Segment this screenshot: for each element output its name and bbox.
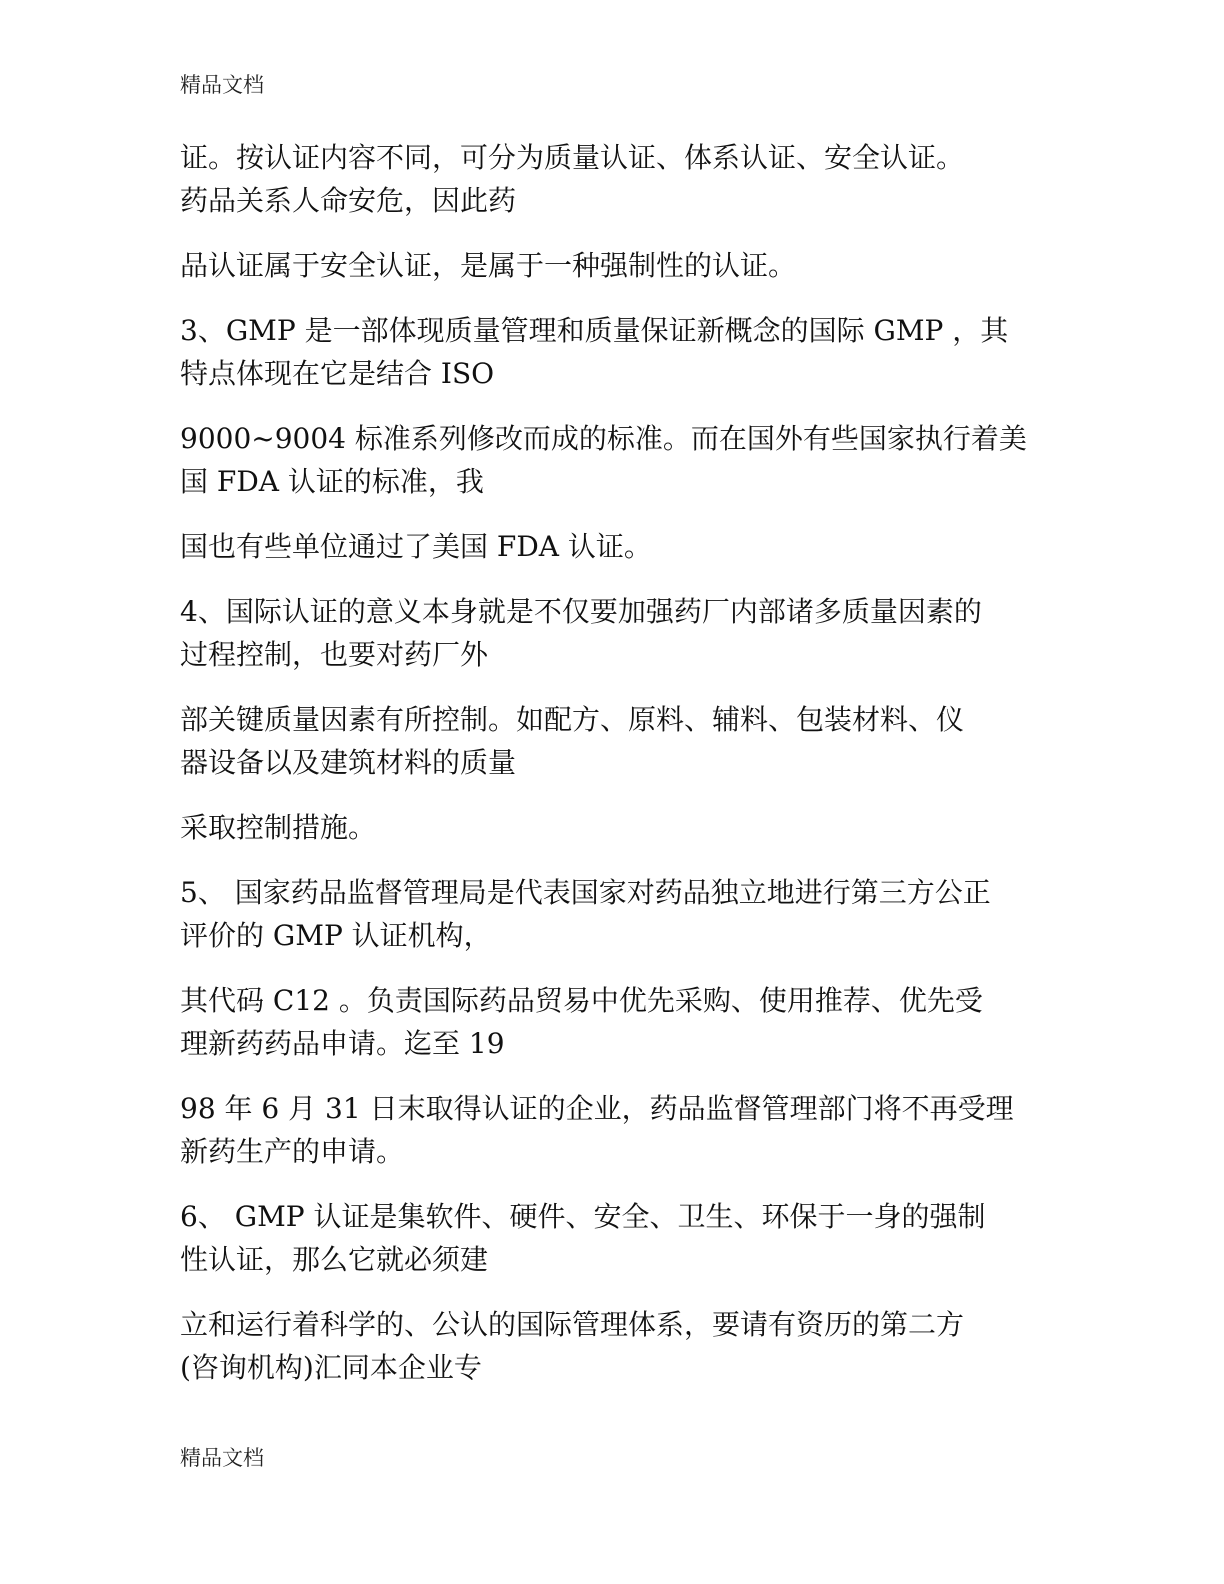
text-line: 3、GMP 是一部体现质量管理和质量保证新概念的国际 GMP ，其	[180, 314, 1009, 347]
paragraph	[180, 1195, 1040, 1281]
text-line: 9000~9004 标准系列修改而成的标准。而在国外有些国家执行着美	[180, 422, 1027, 455]
text-line: 其代码 C12 。负责国际药品贸易中优先采购、使用推荐、优先受	[180, 984, 983, 1017]
paragraph	[180, 698, 1040, 784]
text-line: 部关键质量因素有所控制。如配方、原料、辅料、包装材料、仪	[180, 703, 965, 736]
text-line: 6、 GMP 认证是集软件、硬件、安全、卫生、环保于一身的强制	[180, 1200, 986, 1233]
text-line: 98 年 6 月 31 日末取得认证的企业，药品监督管理部门将不再受理	[180, 1092, 1014, 1125]
paragraph	[180, 525, 1040, 568]
text-line: 采取控制措施。	[180, 811, 377, 844]
text-line: 评价的 GMP 认证机构，	[180, 919, 492, 952]
page-header: 精品文档	[180, 73, 264, 97]
paragraph	[180, 136, 1040, 222]
text-line: 性认证，那么它就必须建	[180, 1243, 489, 1276]
text-line: 药品关系人命安危，因此药	[180, 184, 517, 217]
paragraph	[180, 1087, 1040, 1173]
paragraph	[180, 1303, 1040, 1389]
text-line: (咨询机构)汇同本企业专	[180, 1351, 482, 1384]
text-line: 新药生产的申请。	[180, 1135, 405, 1168]
paragraph	[180, 309, 1040, 395]
paragraph	[180, 871, 1040, 957]
text-line: 国也有些单位通过了美国 FDA 认证。	[180, 530, 652, 563]
document-body	[180, 136, 1040, 1389]
paragraph	[180, 417, 1040, 503]
text-line: 5、 国家药品监督管理局是代表国家对药品独立地进行第三方公正	[180, 876, 991, 909]
paragraph	[180, 806, 1040, 849]
text-line: 器设备以及建筑材料的质量	[180, 746, 517, 779]
text-line: 特点体现在它是结合 ISO	[180, 357, 495, 390]
text-line: 立和运行着科学的、公认的国际管理体系，要请有资历的第二方	[180, 1308, 965, 1341]
text-line: 理新药药品申请。迄至 19	[180, 1027, 505, 1060]
text-line: 品认证属于安全认证，是属于一种强制性的认证。	[180, 249, 797, 282]
paragraph	[180, 590, 1040, 676]
text-line: 4、国际认证的意义本身就是不仅要加强药厂内部诸多质量因素的	[180, 595, 982, 628]
paragraph	[180, 979, 1040, 1065]
page-footer: 精品文档	[180, 1446, 264, 1470]
paragraph	[180, 244, 1040, 287]
text-line: 证。按认证内容不同，可分为质量认证、体系认证、安全认证。	[180, 141, 965, 174]
text-line: 国 FDA 认证的标准，我	[180, 465, 484, 498]
text-line: 过程控制，也要对药厂外	[180, 638, 489, 671]
